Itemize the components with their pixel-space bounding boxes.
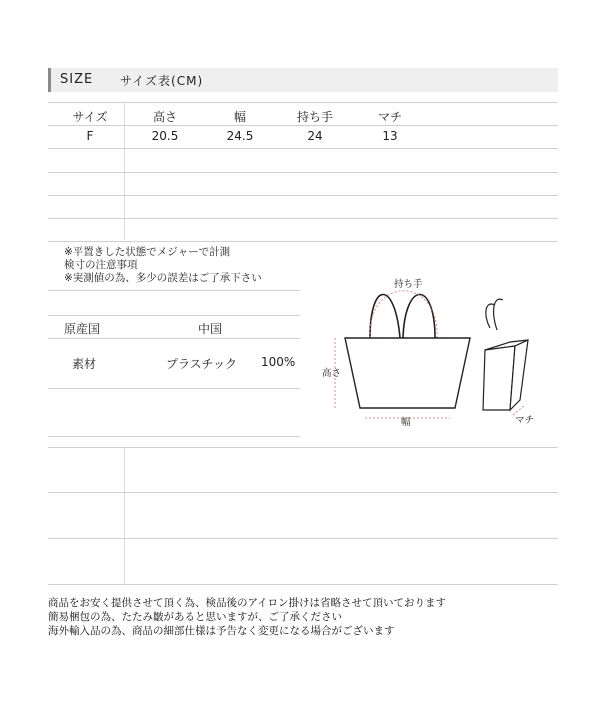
column-header: 持ち手	[296, 110, 333, 124]
column-header: マチ	[377, 110, 402, 124]
info-divider	[48, 388, 300, 389]
table-divider	[48, 148, 558, 149]
info-divider	[48, 290, 300, 291]
section-subtitle: サイズ表(CM)	[120, 74, 204, 88]
section-title: SIZE	[60, 72, 94, 87]
table-cell: 24.5	[226, 129, 254, 143]
footer-note: 商品をお安く提供させて頂く為、検品後のアイロン掛けは省略させて頂いております	[48, 597, 447, 609]
table-cell: 13	[382, 129, 398, 143]
table-divider	[48, 492, 558, 493]
width-label: 幅	[401, 417, 411, 428]
tote-bag-illustration	[315, 270, 565, 430]
note-text: ※実測値の為、多少の誤差はご了承下さい	[64, 272, 262, 284]
table-divider	[48, 125, 558, 126]
origin-label: 原産国	[64, 322, 101, 336]
info-divider	[48, 436, 300, 437]
table-divider	[48, 241, 558, 242]
material-label: 素材	[72, 357, 97, 371]
handle-label: 持ち手	[394, 279, 423, 290]
table-column-divider	[124, 447, 125, 584]
header-accent-bar	[48, 68, 51, 92]
origin-value: 中国	[198, 322, 223, 336]
table-divider	[48, 172, 558, 173]
note-text: 検寸の注意事項	[64, 259, 138, 271]
info-divider	[48, 338, 300, 339]
table-column-divider	[124, 102, 125, 240]
table-divider	[48, 584, 558, 585]
table-divider	[48, 538, 558, 539]
info-divider	[48, 315, 300, 316]
column-header: 高さ	[152, 110, 177, 124]
table-cell: 20.5	[151, 129, 179, 143]
table-cell: F	[86, 129, 94, 143]
gusset-label: マチ	[515, 415, 535, 426]
height-label: 高さ	[322, 368, 342, 379]
material-percent: 100%	[261, 355, 296, 369]
note-text: ※平置きした状態でメジャーで計測	[64, 246, 231, 258]
column-header: 幅	[233, 110, 246, 124]
column-header: サイズ	[72, 110, 108, 124]
table-divider	[48, 195, 558, 196]
table-cell: 24	[307, 129, 323, 143]
footer-note: 簡易梱包の為、たたみ皺があると思いますが、ご了承ください	[48, 611, 342, 623]
material-value: プラスチック	[166, 357, 238, 371]
table-divider	[48, 218, 558, 219]
footer-note: 海外輸入品の為、商品の細部仕様は予告なく変更になる場合がございます	[48, 625, 395, 637]
